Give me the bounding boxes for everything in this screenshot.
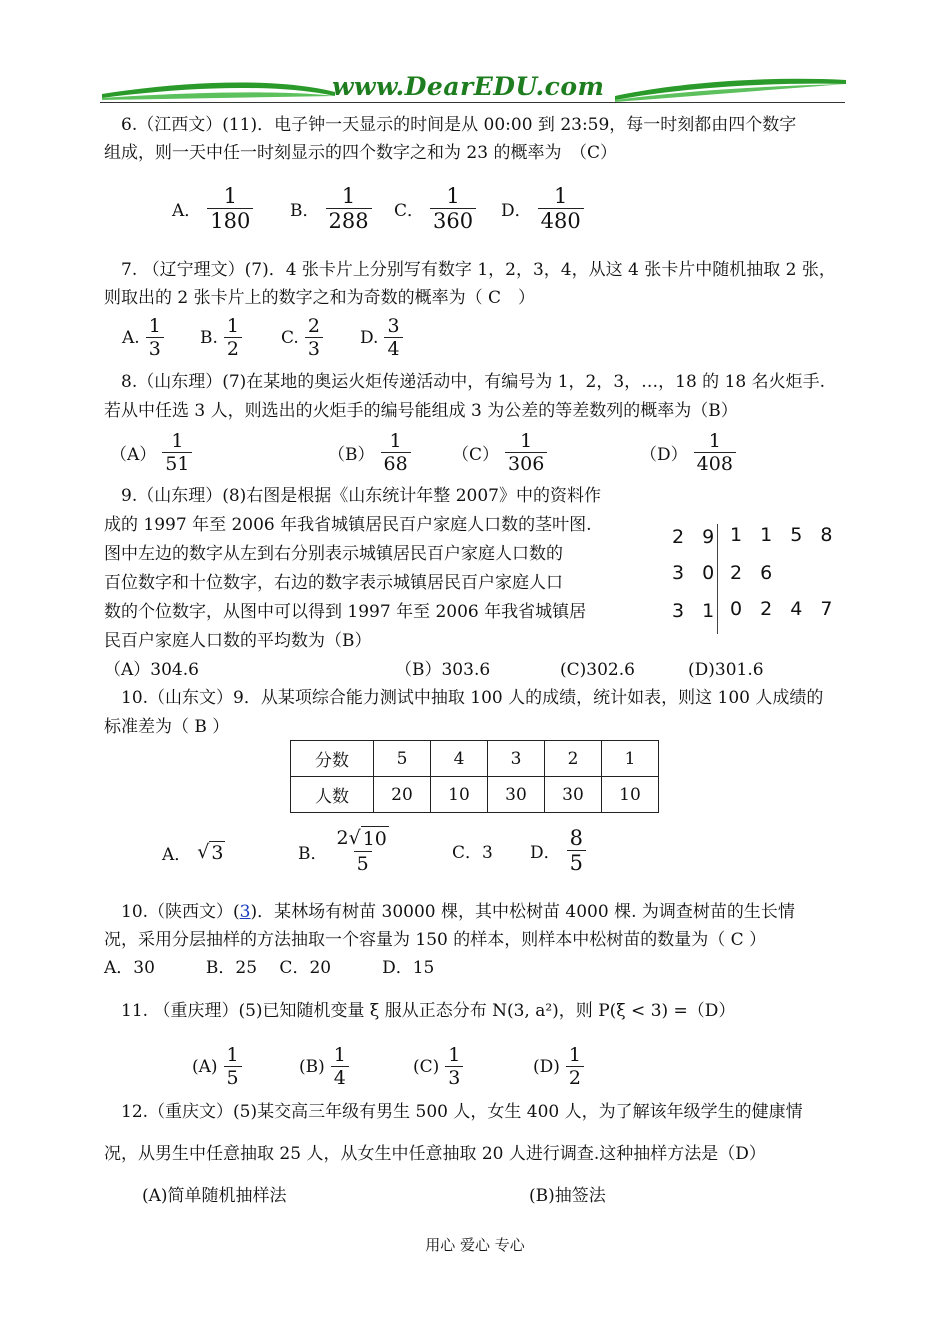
q8-option-d (640, 430, 736, 475)
q7-option-a (122, 315, 164, 360)
q9-line5: 数的个位数字，从图中可以得到 1997 年至 2006 年我省城镇居 (104, 602, 587, 622)
q6-line1: 6.（江西文）(11)．电子钟一天显示的时间是从 00:00 到 23:59，每一时刻都由四个数字 (121, 115, 797, 135)
q10b-reference-link[interactable]: 3 (239, 902, 251, 922)
count-table-row (291, 777, 659, 813)
stem-row2-stem: 3 0 (672, 562, 721, 584)
header-logo-text: www.DearEDU.com (332, 72, 605, 101)
q11-option-a (192, 1044, 242, 1089)
q8-option-d-fraction: $\frac{1}{408}$ (694, 430, 736, 475)
stem-row1-stem: 2 9 (672, 526, 721, 548)
q10a-option-b (298, 826, 392, 876)
q11-option-a-label: (A) (192, 1056, 218, 1077)
q6-option-d-fraction: $\frac{1}{480}$ (538, 184, 584, 233)
q10a-line2: 标准差为（ B ） (104, 717, 230, 737)
q9-line1: 9.（山东理）(8)右图是根据《山东统计年整 2007》中的资料作 (121, 486, 601, 506)
q8-option-c (452, 430, 547, 475)
q8-option-b (328, 430, 411, 475)
q11-option-b-fraction: $\frac{1}{4}$ (331, 1044, 349, 1089)
q10b-line1: 10.（陕西文）(3)．某林场有树苗 30000 棵，其中松树苗 4000 棵. 为调查树苗的生长情 (121, 902, 795, 922)
q6-option-c-label: C． (394, 201, 425, 221)
sqrt-expression: √ 3 (197, 841, 224, 864)
q9-option-d: (D)301.6 (688, 660, 764, 680)
q11-option-c-fraction: $\frac{1}{3}$ (445, 1044, 463, 1089)
stem-row3-stem: 3 1 (672, 600, 721, 622)
q11-option-a-fraction: $\frac{1}{5}$ (224, 1044, 242, 1089)
q7-option-a-label: A. (122, 327, 140, 348)
table-cell: 分数 (291, 741, 374, 777)
q9-option-a: （A）304.6 (104, 660, 199, 680)
q7-option-b-fraction: $\frac{1}{2}$ (224, 315, 242, 360)
stem-row1-leaves: 1 1 5 8 (730, 524, 839, 546)
q6-option-a-label: A． (172, 201, 202, 221)
q6-line2: 组成，则一天中任一时刻显示的四个数字之和为 23 的概率为 （C） (104, 143, 617, 163)
q8-option-b-fraction: $\frac{1}{68}$ (381, 430, 411, 475)
table-cell: 4 (431, 741, 488, 777)
q10a-option-b-fraction: 2√ 10 5 (336, 827, 387, 875)
q10b-line2: 况，采用分层抽样的方法抽取一个容量为 150 的样本，则样本中松树苗的数量为（ C ） (104, 930, 767, 950)
q12-option-b: (B)抽签法 (529, 1186, 606, 1206)
header-banner (100, 72, 848, 104)
q6-option-a-fraction: $\frac{1}{180}$ (207, 184, 253, 233)
q9-option-c: (C)302.6 (560, 660, 635, 680)
q12-line1: 12.（重庆文）(5)某交高三年级有男生 500 人，女生 400 人，为了解该年级学生的健康情 (121, 1102, 803, 1122)
q6-option-c-fraction: $\frac{1}{360}$ (430, 184, 476, 233)
q6-option-b (290, 184, 372, 233)
q11-option-c (413, 1044, 463, 1089)
q9-line2: 成的 1997 年至 2006 年我省城镇居民百户家庭人口数的茎叶图. (104, 515, 592, 535)
q10a-option-d-label: D． (530, 843, 561, 863)
q8-option-c-label: （C） (452, 445, 500, 465)
q11-option-d-fraction: $\frac{1}{2}$ (566, 1044, 584, 1089)
table-cell: 10 (431, 777, 488, 813)
q7-option-d-fraction: $\frac{3}{4}$ (384, 315, 402, 360)
q7-option-d-label: D. (360, 327, 379, 348)
page-footer: 用心 爱心 专心 (425, 1236, 525, 1254)
stem-leaf-plot (660, 520, 860, 640)
q8-option-c-fraction: $\frac{1}{306}$ (505, 430, 547, 475)
q8-option-b-label: （B） (328, 445, 375, 465)
q7-option-b (200, 315, 242, 360)
q11-option-b-label: (B) (299, 1056, 325, 1077)
q8-line1: 8.（山东理）(7)在某地的奥运火炬传递活动中，有编号为 1，2，3，…，18 的 18 名火炬手. (121, 372, 826, 392)
q7-option-c (281, 315, 323, 360)
q9-option-b: （B）303.6 (395, 660, 491, 680)
q7-option-a-fraction: $\frac{1}{3}$ (146, 315, 164, 360)
q9-line6: 民百户家庭人口数的平均数为（B） (104, 631, 372, 651)
q12-option-a: (A)简单随机抽样法 (142, 1186, 287, 1206)
stem-row3-leaves: 0 2 4 7 (730, 598, 839, 620)
q10a-option-d (530, 826, 586, 875)
score-table (290, 740, 659, 813)
q10a-line1: 10.（山东文）9．从某项综合能力测试中抽取 100 人的成绩，统计如表，则这 100 人成绩的 (121, 688, 824, 708)
q11-option-d (533, 1044, 584, 1089)
q11-option-b (299, 1044, 349, 1089)
q8-line2: 若从中任选 3 人，则选出的火炬手的编号能组成 3 为公差的等差数列的概率为（B） (104, 401, 738, 421)
table-cell: 30 (545, 777, 602, 813)
q6-option-c (394, 184, 476, 233)
q6-option-d-label: D． (501, 201, 532, 221)
q7-line1: 7. （辽宁理文）(7)．4 张卡片上分别写有数字 1，2，3，4，从这 4 张卡片中随机抽取 2 张， (121, 260, 836, 280)
q10a-option-b-label: B． (298, 843, 328, 864)
table-cell: 10 (602, 777, 659, 813)
q7-option-c-label: C. (281, 327, 299, 348)
q11-option-c-label: (C) (413, 1056, 440, 1077)
table-cell: 3 (488, 741, 545, 777)
q9-line3: 图中左边的数字从左到右分别表示城镇居民百户家庭人口数的 (104, 544, 563, 564)
q6-option-a (172, 184, 253, 233)
q6-option-b-label: B． (290, 201, 320, 221)
q10a-option-a (162, 840, 225, 865)
q10b-line3: A．30 B．25 C．20 D．15 (104, 958, 435, 978)
q11-option-d-label: (D) (533, 1056, 560, 1077)
q7-option-c-fraction: $\frac{2}{3}$ (305, 315, 323, 360)
q8-option-d-label: （D） (640, 445, 688, 465)
score-table-row (291, 741, 659, 777)
q6-option-d (501, 184, 584, 233)
q8-option-a (110, 430, 192, 475)
q11-line: 11. （重庆理）(5)已知随机变量 ξ 服从正态分布 N(3, a²)，则 P(ξ < 3) =（D） (121, 1001, 736, 1021)
q10a-option-c: C．3 (452, 843, 493, 863)
q8-option-a-fraction: $\frac{1}{51}$ (162, 430, 192, 475)
table-cell: 1 (602, 741, 659, 777)
table-cell: 5 (374, 741, 431, 777)
table-cell: 20 (374, 777, 431, 813)
header-rule (100, 102, 845, 103)
table-cell: 2 (545, 741, 602, 777)
q7-option-b-label: B. (200, 327, 218, 348)
q7-line2: 则取出的 2 张卡片上的数字之和为奇数的概率为（ C ） (104, 288, 536, 308)
stem-row2-leaves: 2 6 (730, 562, 779, 584)
q12-line2: 况，从男生中任意抽取 25 人，从女生中任意抽取 20 人进行调查.这种抽样方法是（D） (104, 1144, 766, 1164)
table-cell: 人数 (291, 777, 374, 813)
q7-option-d (360, 315, 403, 360)
q8-option-a-label: （A） (110, 445, 157, 465)
q6-option-b-fraction: $\frac{1}{288}$ (326, 184, 372, 233)
q10a-option-d-fraction: $\frac{8}{5}$ (567, 826, 586, 875)
table-cell: 30 (488, 777, 545, 813)
q9-line4: 百位数字和十位数字，右边的数字表示城镇居民百户家庭人口 (104, 573, 563, 593)
q10a-option-a-label: A． (162, 845, 192, 865)
